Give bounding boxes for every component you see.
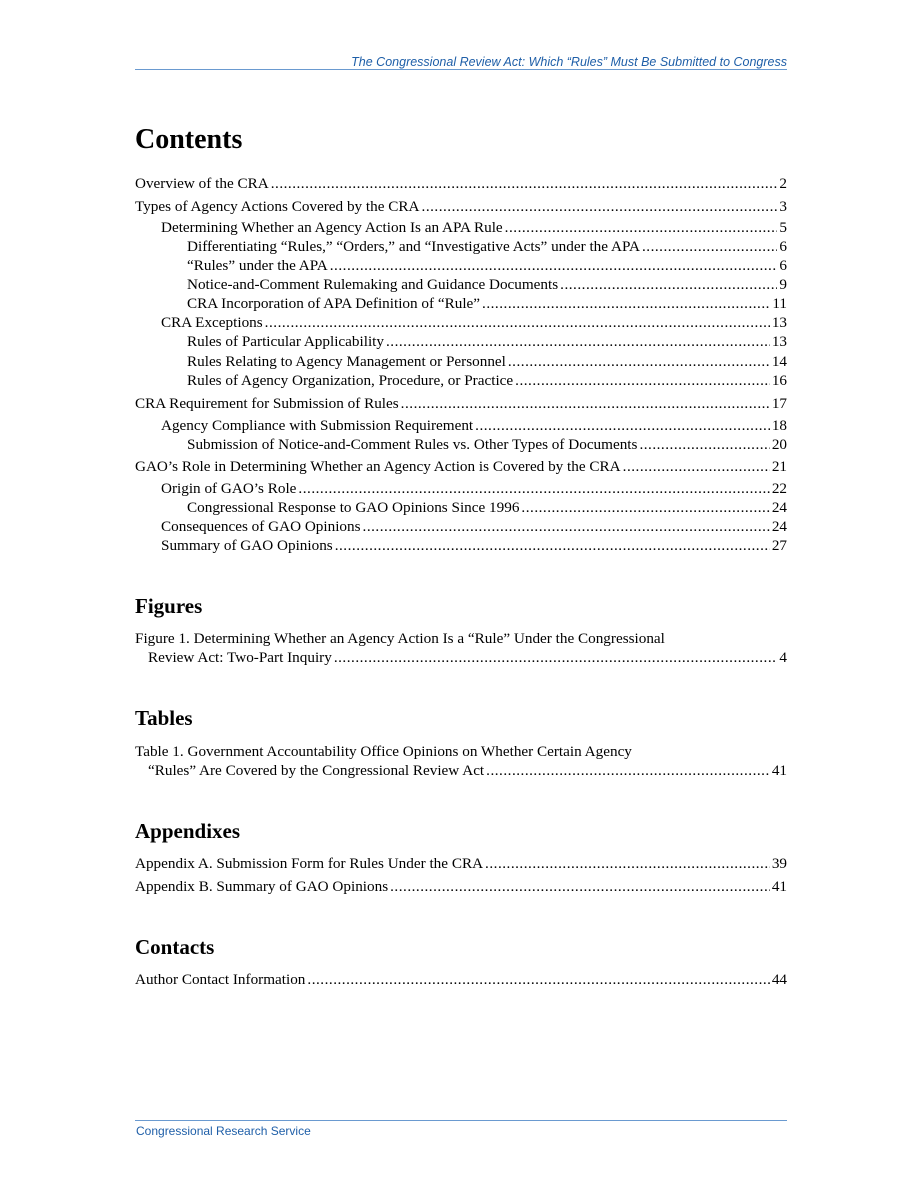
toc-entry-title: Agency Compliance with Submission Requirement bbox=[161, 417, 474, 434]
toc-entry-page: 39 bbox=[771, 855, 787, 872]
dot-leader bbox=[505, 218, 778, 237]
toc-entry-title: Types of Agency Actions Covered by the CRA bbox=[135, 198, 420, 215]
toc-entry-page: 13 bbox=[771, 333, 787, 350]
toc-entry-title: Determining Whether an Agency Action Is an APA Rule bbox=[161, 219, 503, 236]
toc-entry-title: GAO’s Role in Determining Whether an Agency Action is Covered by the CRA bbox=[135, 458, 621, 475]
toc-entry[interactable] bbox=[135, 457, 787, 476]
toc-entry-title: Differentiating “Rules,” “Orders,” and “Investigative Acts” under the APA bbox=[187, 238, 640, 255]
toc-entry-page: 27 bbox=[771, 537, 787, 554]
toc-entry[interactable] bbox=[161, 313, 787, 332]
toc-entry-page: 11 bbox=[772, 295, 787, 312]
header-rule bbox=[135, 69, 787, 70]
toc-entry-title: Author Contact Information bbox=[135, 971, 306, 988]
dot-leader bbox=[307, 970, 769, 989]
appendixes-heading: Appendixes bbox=[135, 819, 241, 843]
toc-entry[interactable] bbox=[135, 970, 787, 989]
toc-entry[interactable] bbox=[135, 174, 787, 193]
toc-entry-title: Rules of Agency Organization, Procedure, or Practice bbox=[187, 372, 514, 389]
toc-entry[interactable] bbox=[161, 218, 787, 237]
dot-leader bbox=[335, 536, 770, 555]
toc-entry[interactable] bbox=[135, 394, 787, 413]
figure-entry-line1[interactable]: Figure 1. Determining Whether an Agency Action Is a “Rule” Under the Congressional bbox=[135, 630, 665, 647]
toc-entry[interactable] bbox=[187, 371, 787, 390]
toc-entry[interactable] bbox=[135, 854, 787, 873]
toc-entry-title: Submission of Notice-and-Comment Rules vs. Other Types of Documents bbox=[187, 436, 638, 453]
toc-entry[interactable] bbox=[135, 877, 787, 896]
toc-entry-page: 14 bbox=[771, 353, 787, 370]
toc-entry-title: Consequences of GAO Opinions bbox=[161, 518, 361, 535]
toc-entry[interactable] bbox=[161, 536, 787, 555]
footer-rule bbox=[135, 1120, 787, 1121]
toc-entry-page: 22 bbox=[771, 480, 787, 497]
toc-entry-page: 18 bbox=[771, 417, 787, 434]
dot-leader bbox=[482, 294, 770, 313]
toc-entry-page: 17 bbox=[771, 395, 787, 412]
toc-entry-page: 2 bbox=[779, 175, 787, 192]
dot-leader bbox=[271, 174, 778, 193]
toc-entry-page: 24 bbox=[771, 499, 787, 516]
toc-entry[interactable] bbox=[187, 332, 787, 351]
dot-leader bbox=[298, 479, 769, 498]
dot-leader bbox=[363, 517, 770, 536]
toc-entry[interactable] bbox=[187, 352, 787, 371]
dot-leader bbox=[508, 352, 770, 371]
dot-leader bbox=[639, 435, 769, 454]
toc-entry[interactable] bbox=[148, 648, 787, 667]
toc-entry-page: 41 bbox=[771, 762, 787, 779]
toc-entry-title: Congressional Response to GAO Opinions Since 1996 bbox=[187, 499, 520, 516]
toc-entry-title: Appendix B. Summary of GAO Opinions bbox=[135, 878, 389, 895]
dot-leader bbox=[642, 237, 777, 256]
tables-heading: Tables bbox=[135, 706, 193, 730]
toc-entry-title: Overview of the CRA bbox=[135, 175, 269, 192]
toc-entry-page: 9 bbox=[779, 276, 787, 293]
table-entry-line1[interactable]: Table 1. Government Accountability Office Opinions on Whether Certain Agency bbox=[135, 743, 632, 760]
toc-entry[interactable] bbox=[187, 435, 787, 454]
toc-entry[interactable] bbox=[187, 237, 787, 256]
toc-entry-title: Summary of GAO Opinions bbox=[161, 537, 333, 554]
toc-entry[interactable] bbox=[187, 275, 787, 294]
toc-entry-page: 20 bbox=[771, 436, 787, 453]
running-footer: Congressional Research Service bbox=[136, 1124, 311, 1138]
dot-leader bbox=[390, 877, 770, 896]
toc-entry-title: Notice-and-Comment Rulemaking and Guidance Documents bbox=[187, 276, 559, 293]
toc-entry-title: Appendix A. Submission Form for Rules Under the CRA bbox=[135, 855, 484, 872]
toc-entry[interactable] bbox=[161, 416, 787, 435]
toc-entry-title: “Rules” under the APA bbox=[187, 257, 328, 274]
dot-leader bbox=[330, 256, 778, 275]
dot-leader bbox=[475, 416, 770, 435]
dot-leader bbox=[401, 394, 770, 413]
toc-entry[interactable] bbox=[135, 197, 787, 216]
toc-entry-title: CRA Exceptions bbox=[161, 314, 263, 331]
toc-entry-page: 13 bbox=[771, 314, 787, 331]
dot-leader bbox=[515, 371, 770, 390]
toc-entry-page: 16 bbox=[771, 372, 787, 389]
toc-entry-page: 21 bbox=[771, 458, 787, 475]
contents-heading: Contents bbox=[135, 124, 243, 155]
toc-entry-page: 3 bbox=[779, 198, 787, 215]
dot-leader bbox=[334, 648, 778, 667]
toc-entry[interactable] bbox=[161, 479, 787, 498]
toc-entry-title: Rules of Particular Applicability bbox=[187, 333, 384, 350]
toc-entry-title: Review Act: Two-Part Inquiry bbox=[148, 649, 332, 666]
toc-entry-page: 6 bbox=[779, 257, 787, 274]
toc-entry-title: CRA Requirement for Submission of Rules bbox=[135, 395, 399, 412]
toc-entry[interactable] bbox=[148, 761, 787, 780]
toc-entry-page: 41 bbox=[771, 878, 787, 895]
dot-leader bbox=[521, 498, 769, 517]
dot-leader bbox=[623, 457, 770, 476]
contacts-heading: Contacts bbox=[135, 935, 215, 959]
toc-entry-page: 6 bbox=[779, 238, 787, 255]
toc-entry-page: 4 bbox=[779, 649, 787, 666]
toc-entry[interactable] bbox=[161, 517, 787, 536]
toc-entry-title: CRA Incorporation of APA Definition of “Rule” bbox=[187, 295, 481, 312]
toc-entry-title: “Rules” Are Covered by the Congressional Review Act bbox=[148, 762, 485, 779]
dot-leader bbox=[560, 275, 777, 294]
dot-leader bbox=[485, 854, 770, 873]
toc-entry-title: Origin of GAO’s Role bbox=[161, 480, 297, 497]
toc-entry-page: 44 bbox=[771, 971, 787, 988]
dot-leader bbox=[386, 332, 770, 351]
toc-entry-page: 5 bbox=[779, 219, 787, 236]
toc-entry[interactable] bbox=[187, 498, 787, 517]
toc-entry[interactable] bbox=[187, 256, 787, 275]
dot-leader bbox=[486, 761, 770, 780]
running-header: The Congressional Review Act: Which “Rules” Must Be Submitted to Congress bbox=[351, 55, 787, 69]
toc-entry-page: 24 bbox=[771, 518, 787, 535]
dot-leader bbox=[265, 313, 770, 332]
toc-entry-title: Rules Relating to Agency Management or Personnel bbox=[187, 353, 506, 370]
figures-heading: Figures bbox=[135, 594, 203, 618]
dot-leader bbox=[422, 197, 778, 216]
toc-entry[interactable] bbox=[187, 294, 787, 313]
